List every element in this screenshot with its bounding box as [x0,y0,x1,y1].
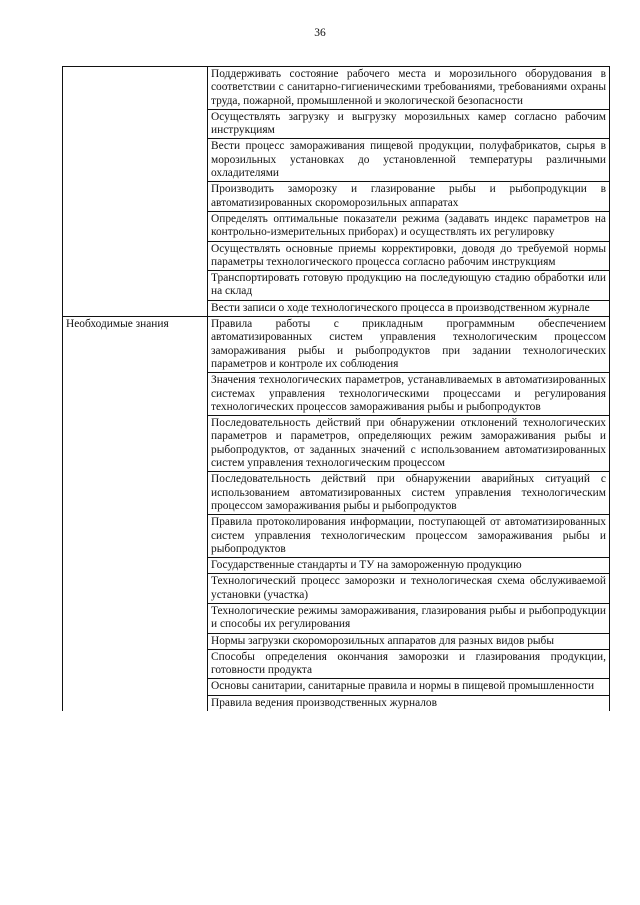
skills-label-cell [63,67,208,317]
knowledge-item: Значения технологических параметров, устанавливаемых в автоматизированных системах управления технологическими процессами и регулирования технологических процессов замораживания рыбы и рыбопродуктов [208,373,610,416]
knowledge-item: Технологический процесс заморозки и технологическая схема обслуживаемой установки (участка) [208,574,610,604]
table-row [63,317,610,373]
knowledge-item: Последовательность действий при обнаружении отклонений технологических параметров и параметров, определяющих режим замораживания рыбы и рыбопродуктов, от заданных значений с использованием автоматизированных систем управления технологическим процессом [208,416,610,472]
knowledge-item: Способы определения окончания заморозки и глазирования продукции, готовности продукта [208,649,610,679]
skill-item: Производить заморозку и глазирование рыбы и рыбопродукции в автоматизированных скороморозильных аппаратах [208,182,610,212]
skill-item: Осуществлять загрузку и выгрузку морозильных камер согласно рабочим инструкциям [208,109,610,139]
table-row [63,67,610,110]
page-number: 36 [314,27,326,39]
knowledge-item: Основы санитарии, санитарные правила и нормы в пищевой промышленности [208,679,610,695]
knowledge-item: Правила протоколирования информации, поступающей от автоматизированных систем управления технологическим процессом замораживания рыбы и рыбопродуктов [208,515,610,558]
skill-item: Транспортировать готовую продукцию на последующую стадию обработки или на склад [208,271,610,301]
skill-item: Определять оптимальные показатели режима (задавать индекс параметров на контрольно-измерительных приборах) и осуществлять их регулировку [208,211,610,241]
knowledge-item: Правила ведения производственных журналов [208,695,610,711]
knowledge-item: Последовательность действий при обнаружении аварийных ситуаций с использованием автоматизированных систем управления технологическим процессом замораживания рыбы и рыбопродуктов [208,472,610,515]
skill-item: Вести процесс замораживания пищевой продукции, полуфабрикатов, сырья в морозильных установках до установленной температуры различными охладителями [208,139,610,182]
knowledge-label: Необходимые знания [63,317,208,712]
knowledge-item: Технологические режимы замораживания, глазирования рыбы и рыбопродукции и способы их регулирования [208,603,610,633]
skill-item: Осуществлять основные приемы корректировки, доводя до требуемой нормы параметры технологического процесса согласно рабочим инструкциям [208,241,610,271]
skill-item: Поддерживать состояние рабочего места и морозильного оборудования в соответствии с санитарно-гигиеническими требованиями, требованиями охраны труда, пожарной, промышленной и экологической безопасности [208,67,610,110]
knowledge-item: Нормы загрузки скороморозильных аппаратов для разных видов рыбы [208,633,610,649]
skill-item: Вести записи о ходе технологического процесса в производственном журнале [208,300,610,316]
requirements-table [62,66,610,711]
knowledge-item: Правила работы с прикладным программным обеспечением автоматизированных систем управления технологическим процессом замораживания рыбы и рыбопродуктов при задании технологических параметров и контроле их соблюдения [208,317,610,373]
knowledge-item: Государственные стандарты и ТУ на замороженную продукцию [208,558,610,574]
